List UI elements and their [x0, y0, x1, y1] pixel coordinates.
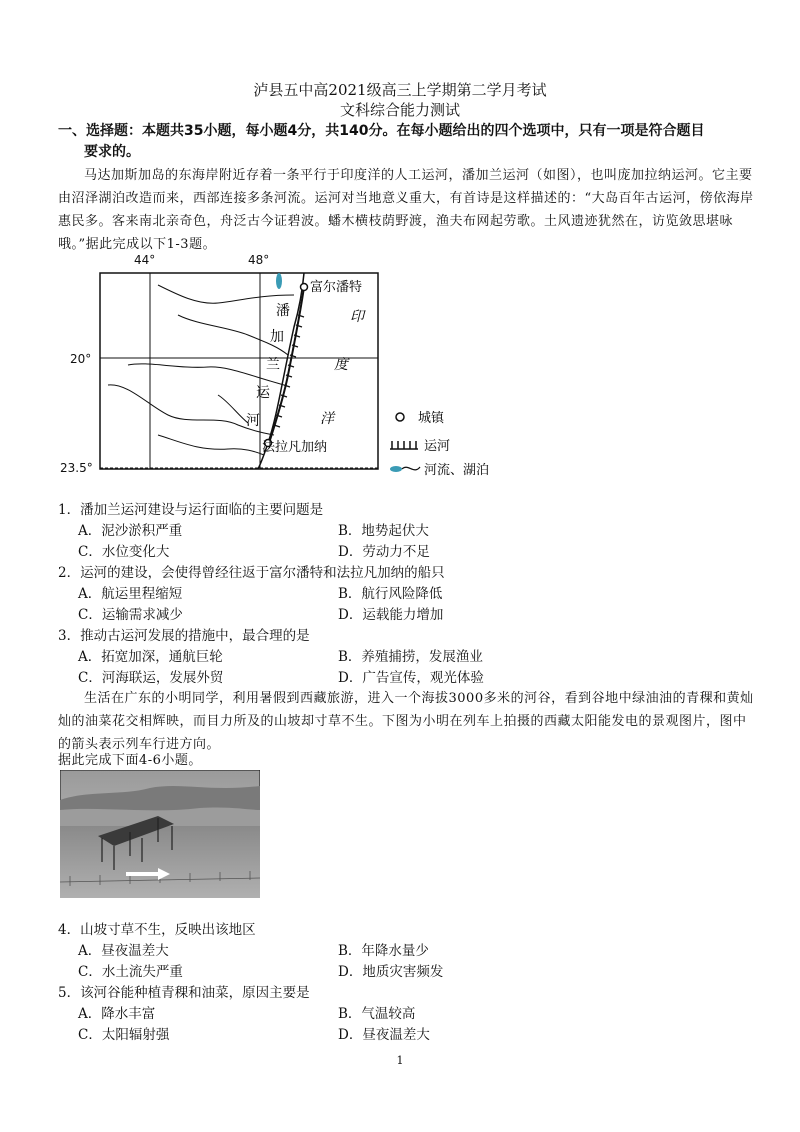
canal-icon [390, 441, 418, 449]
city-north-label: 富尔潘特 [310, 280, 363, 295]
question-3-option-c[interactable]: C．河海联运，发展外贸 [78, 670, 224, 686]
question-3-option-b[interactable]: B．养殖捕捞，发展渔业 [338, 649, 483, 665]
river-lake-icon [390, 466, 420, 472]
ocean-char-1: 印 [350, 309, 364, 325]
lat-label-20: 20° [70, 352, 92, 366]
passage-canal: 马达加斯加岛的东海岸附近存着一条平行于印度洋的人工运河，潘加兰运河（如图），也叫庞加拉纳运河。它主要由沼泽湖泊改造而来，西部连接多条河流。运河对当地意义重大，有首诗是这样描述的：“大岛百年古运河，傍依海岸惠民多。客来南北亲奇色，舟泛古今证碧波。蟠木横枝荫野渡，渔夫布网起劳歌。土风遗迹犹然在，访览敛思堪咏哦。”据此完成以下1-3题。 [58, 168, 754, 252]
question-5-option-c[interactable]: C．太阳辐射强 [78, 1027, 170, 1043]
question-4-option-b[interactable]: B．年降水量少 [338, 943, 429, 959]
question-1-stem: 1．潘加兰运河建设与运行面临的主要问题是 [58, 502, 324, 518]
question-5-option-d[interactable]: D．昼夜温差大 [338, 1027, 430, 1043]
section-heading [58, 121, 758, 163]
question-1-option-d[interactable]: D．劳动力不足 [338, 544, 430, 560]
solar-station-photo [60, 770, 260, 898]
town-north-marker [301, 284, 308, 291]
section-heading-line2: 要求的。 [84, 144, 140, 160]
question-5-option-b[interactable]: B．气温较高 [338, 1006, 416, 1022]
question-3-option-d[interactable]: D．广告宣传，观光体验 [338, 670, 484, 686]
question-2-option-a[interactable]: A．航运里程缩短 [78, 586, 183, 602]
question-2-option-d[interactable]: D．运载能力增加 [338, 607, 444, 623]
section-heading-line1: 一、选择题：本题共35小题，每小题4分，共140分。在每小题给出的四个选项中，只有一项是符合题目 [58, 123, 705, 139]
question-3-stem: 3．推动古运河发展的措施中，最合理的是 [58, 628, 310, 644]
map-legend [388, 405, 518, 483]
exam-subtitle: 文科综合能力测试 [339, 101, 460, 119]
question-2-option-b[interactable]: B．航行风险降低 [338, 586, 443, 602]
lon-label-48: 48° [248, 253, 270, 267]
exam-title: 泸县五中高2021级高三上学期第二学月考试 [253, 81, 547, 99]
city-south-label: 法拉凡加纳 [262, 440, 328, 455]
question-1-option-b[interactable]: B．地势起伏大 [338, 523, 429, 539]
valley-ground [60, 826, 260, 898]
passage-tibet-instruction: 据此完成下面4-6小题。 [58, 753, 202, 768]
question-4-option-d[interactable]: D．地质灾害频发 [338, 964, 444, 980]
lon-label-44: 44° [134, 253, 156, 267]
canal-char-4: 运 [256, 385, 270, 401]
ocean-char-3: 洋 [320, 411, 334, 427]
page-number: 1 [396, 1054, 404, 1067]
passage-tibet: 生活在广东的小明同学，利用暑假到西藏旅游，进入一个海拔3000多米的河谷，看到谷地中绿油油的青稞和黄灿灿的油菜花交相辉映，而目力所及的山坡却寸草不生。下图为小明在列车上拍摄的西藏太阳能发电的景观图片，图中的箭头表示列车行进方向。 [58, 691, 754, 752]
question-1-option-a[interactable]: A．泥沙淤积严重 [78, 523, 183, 539]
question-3-option-a[interactable]: A．拓宽加深，通航巨轮 [78, 649, 223, 665]
question-2-stem: 2．运河的建设，会使得曾经往返于富尔潘特和法拉凡加纳的船只 [58, 565, 445, 581]
canal-char-2: 加 [270, 329, 284, 345]
question-1-option-c[interactable]: C．水位变化大 [78, 544, 170, 560]
lat-label-23-5: 23.5° [60, 461, 93, 475]
lake [276, 273, 282, 289]
question-4-option-a[interactable]: A．昼夜温差大 [78, 943, 169, 959]
canal-char-5: 河 [246, 413, 260, 429]
question-2-option-c[interactable]: C．运输需求减少 [78, 607, 183, 623]
question-4-option-c[interactable]: C．水土流失严重 [78, 964, 183, 980]
legend-river-label: 河流、湖泊 [424, 463, 490, 478]
ocean-char-2: 度 [334, 357, 348, 373]
question-5-option-a[interactable]: A．降水丰富 [78, 1006, 156, 1022]
question-5-stem: 5．该河谷能种植青稞和油菜，原因主要是 [58, 985, 310, 1001]
canal-char-3: 兰 [266, 357, 280, 373]
question-4-stem: 4．山坡寸草不生，反映出该地区 [58, 922, 256, 938]
canal-char-1: 潘 [276, 303, 290, 319]
canal-map [98, 265, 380, 473]
legend-canal-label: 运河 [424, 439, 451, 454]
legend-town-label: 城镇 [418, 411, 445, 426]
town-icon [396, 413, 404, 421]
